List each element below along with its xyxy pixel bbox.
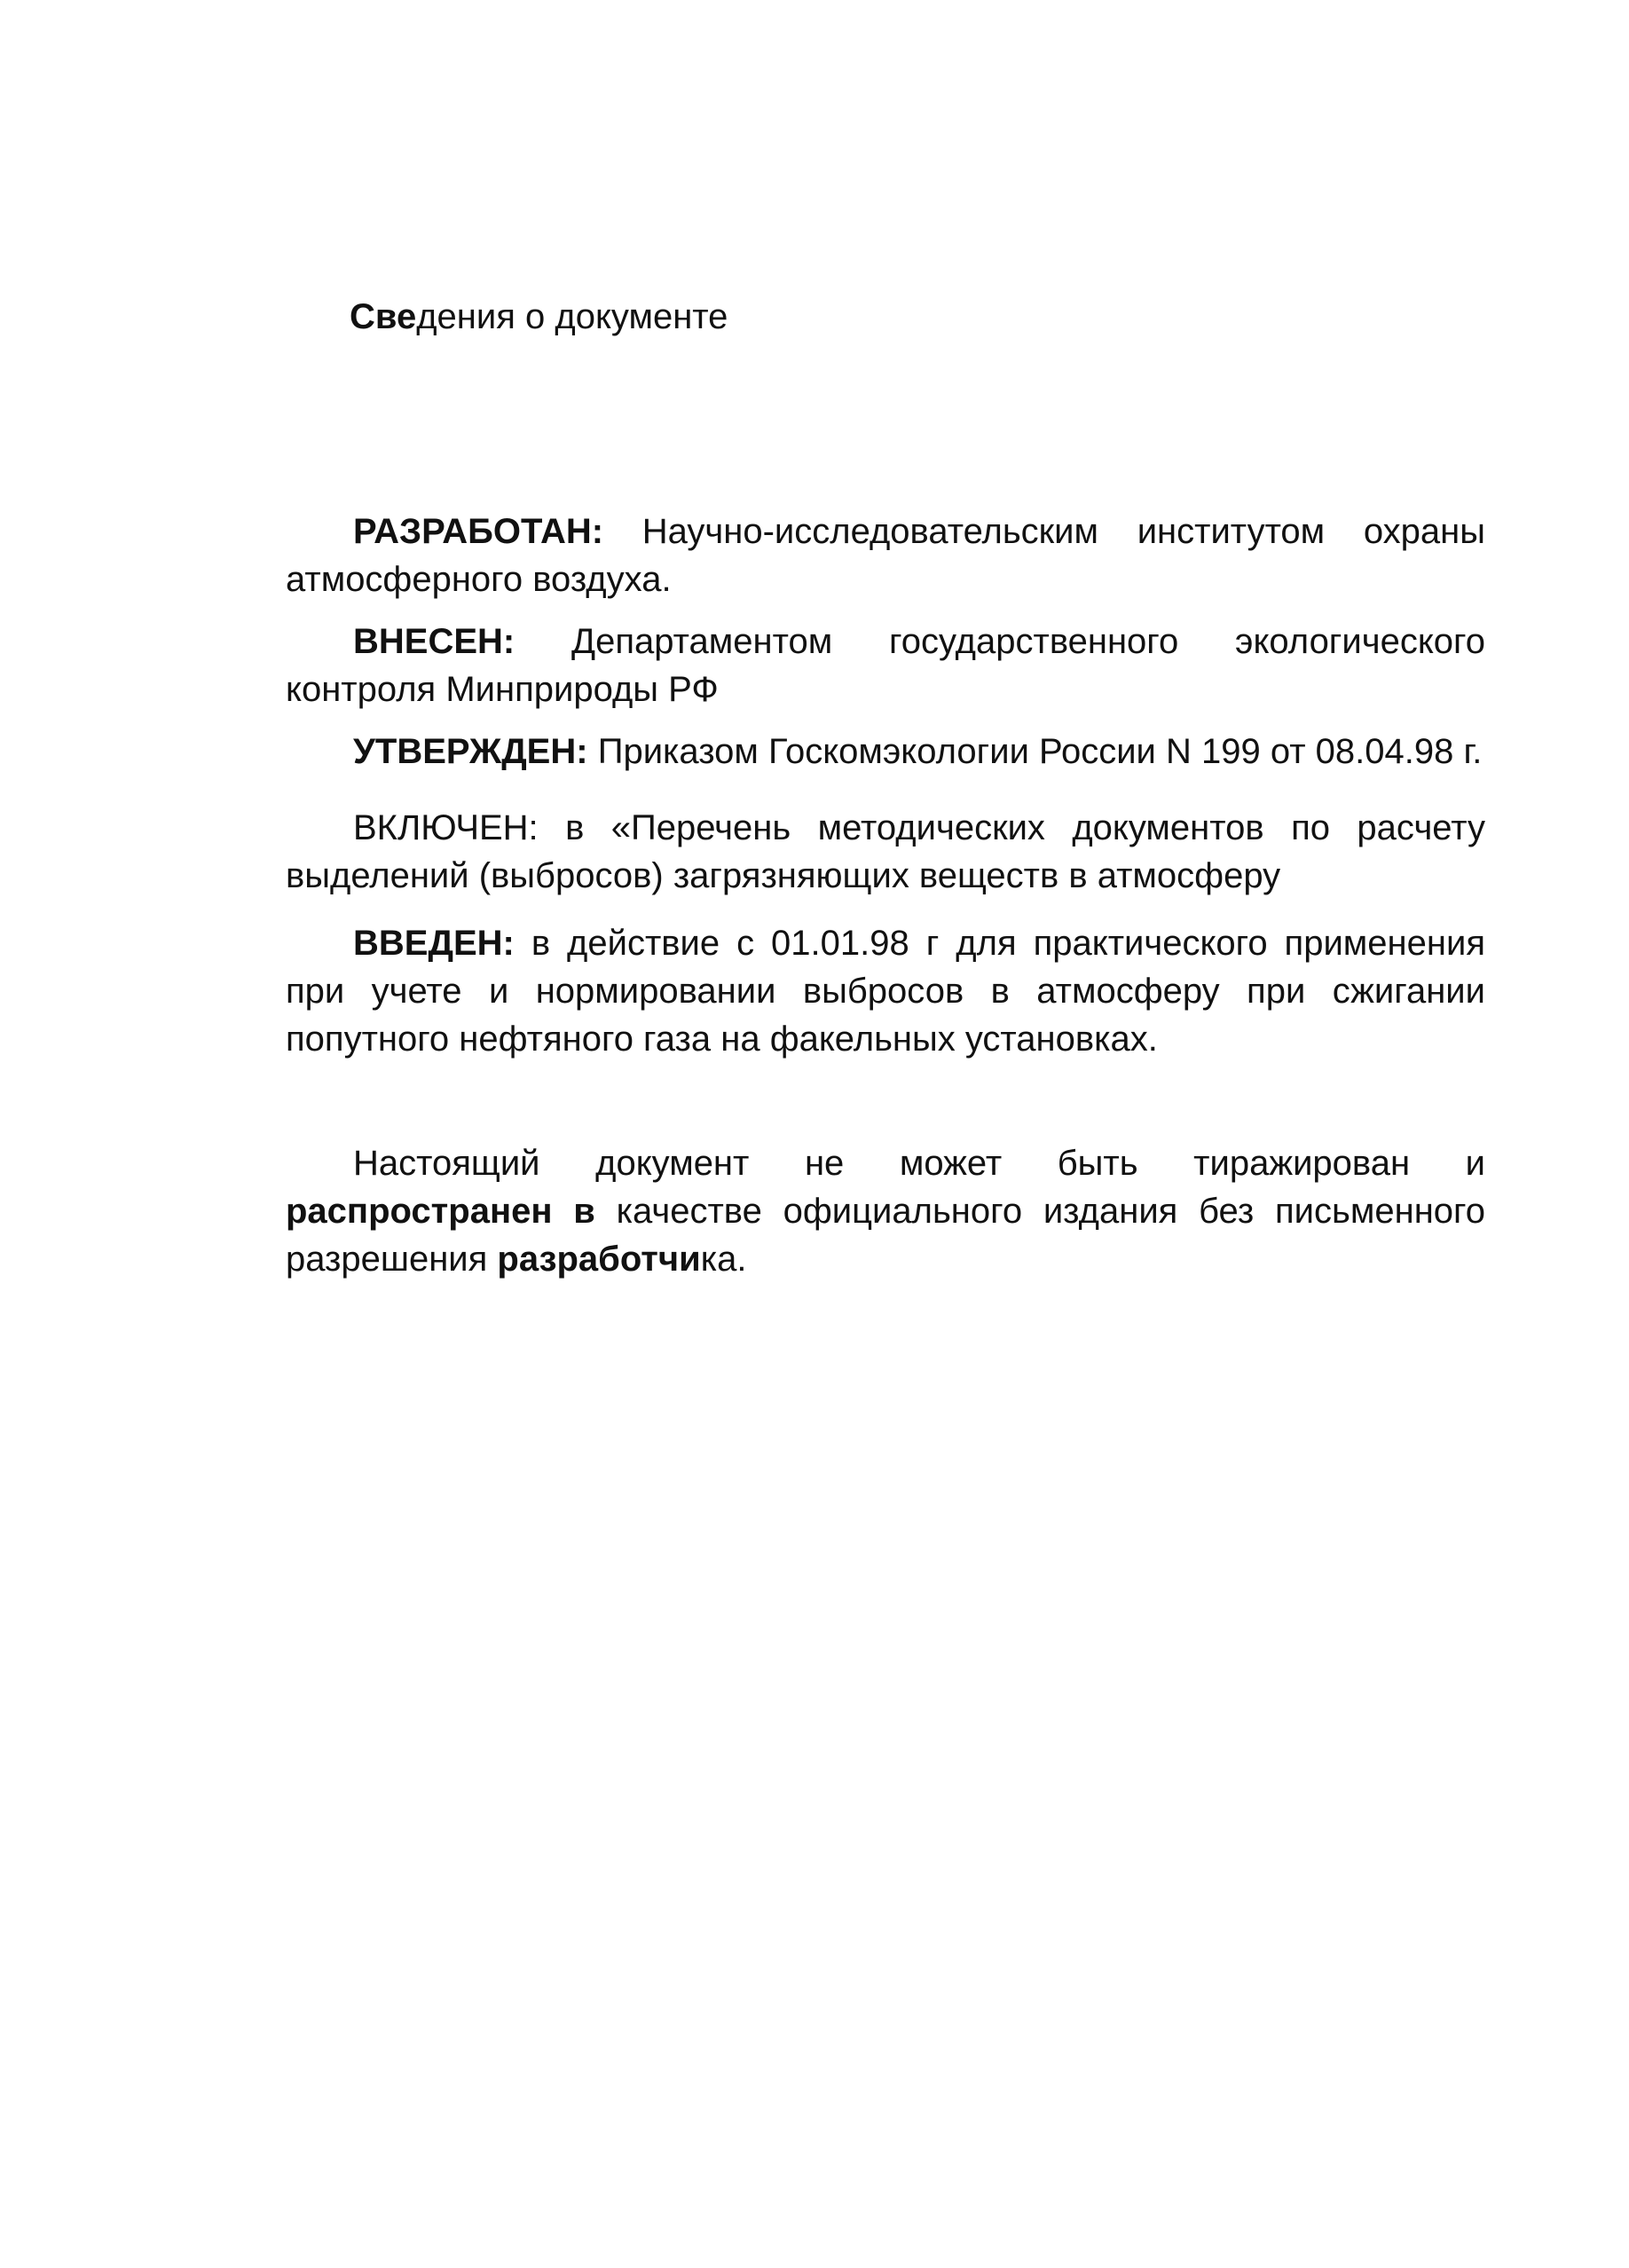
entry-text-approved: Приказом Госкомэкологии России N 199 от 08.04.98 г. bbox=[597, 732, 1483, 771]
entry-label-enacted: ВВЕДЕН: bbox=[353, 924, 515, 963]
entry-enacted bbox=[286, 919, 1485, 1063]
notice-bold-1: распространен в bbox=[286, 1192, 595, 1231]
heading-rest-part: дения о документе bbox=[416, 297, 728, 336]
entry-developed bbox=[286, 508, 1485, 603]
entry-label-developed: РАЗРАБОТАН: bbox=[353, 512, 604, 551]
heading-bold-part: Све bbox=[350, 297, 417, 336]
entry-included bbox=[286, 804, 1485, 900]
entry-label-introduced: ВНЕСЕН: bbox=[353, 622, 515, 661]
entry-text-enacted: в действие с 01.01.98 г для практического применения при учете и нормировании выбросов в атмосферу при сжигании попутного нефтяного газа на факельных установках. bbox=[286, 924, 1485, 1059]
notice-text-2: качестве официального издания без письменного разрешения bbox=[286, 1192, 1485, 1279]
entry-text-introduced: Департаментом государственного экологического контроля Минприроды РФ bbox=[286, 622, 1485, 709]
notice-text-3: ка. bbox=[700, 1240, 747, 1279]
notice-bold-2: разработчи bbox=[497, 1240, 701, 1279]
entry-text-developed: Научно-исследовательским институтом охраны атмосферного воздуха. bbox=[286, 512, 1485, 599]
entry-label-included: ВКЛЮЧЕН: bbox=[353, 808, 539, 847]
document-info-heading bbox=[350, 295, 728, 339]
entry-introduced bbox=[286, 618, 1485, 713]
copyright-notice bbox=[286, 1139, 1485, 1283]
entry-text-included: в «Перечень методических документов по расчету выделений (выбросов) загрязняющих веществ в атмосферу bbox=[286, 808, 1485, 895]
notice-text-1: Настоящий документ не может быть тиражирован и bbox=[353, 1144, 1485, 1183]
entry-label-approved: УТВЕРЖДЕН: bbox=[353, 732, 588, 771]
entry-approved bbox=[286, 728, 1485, 776]
